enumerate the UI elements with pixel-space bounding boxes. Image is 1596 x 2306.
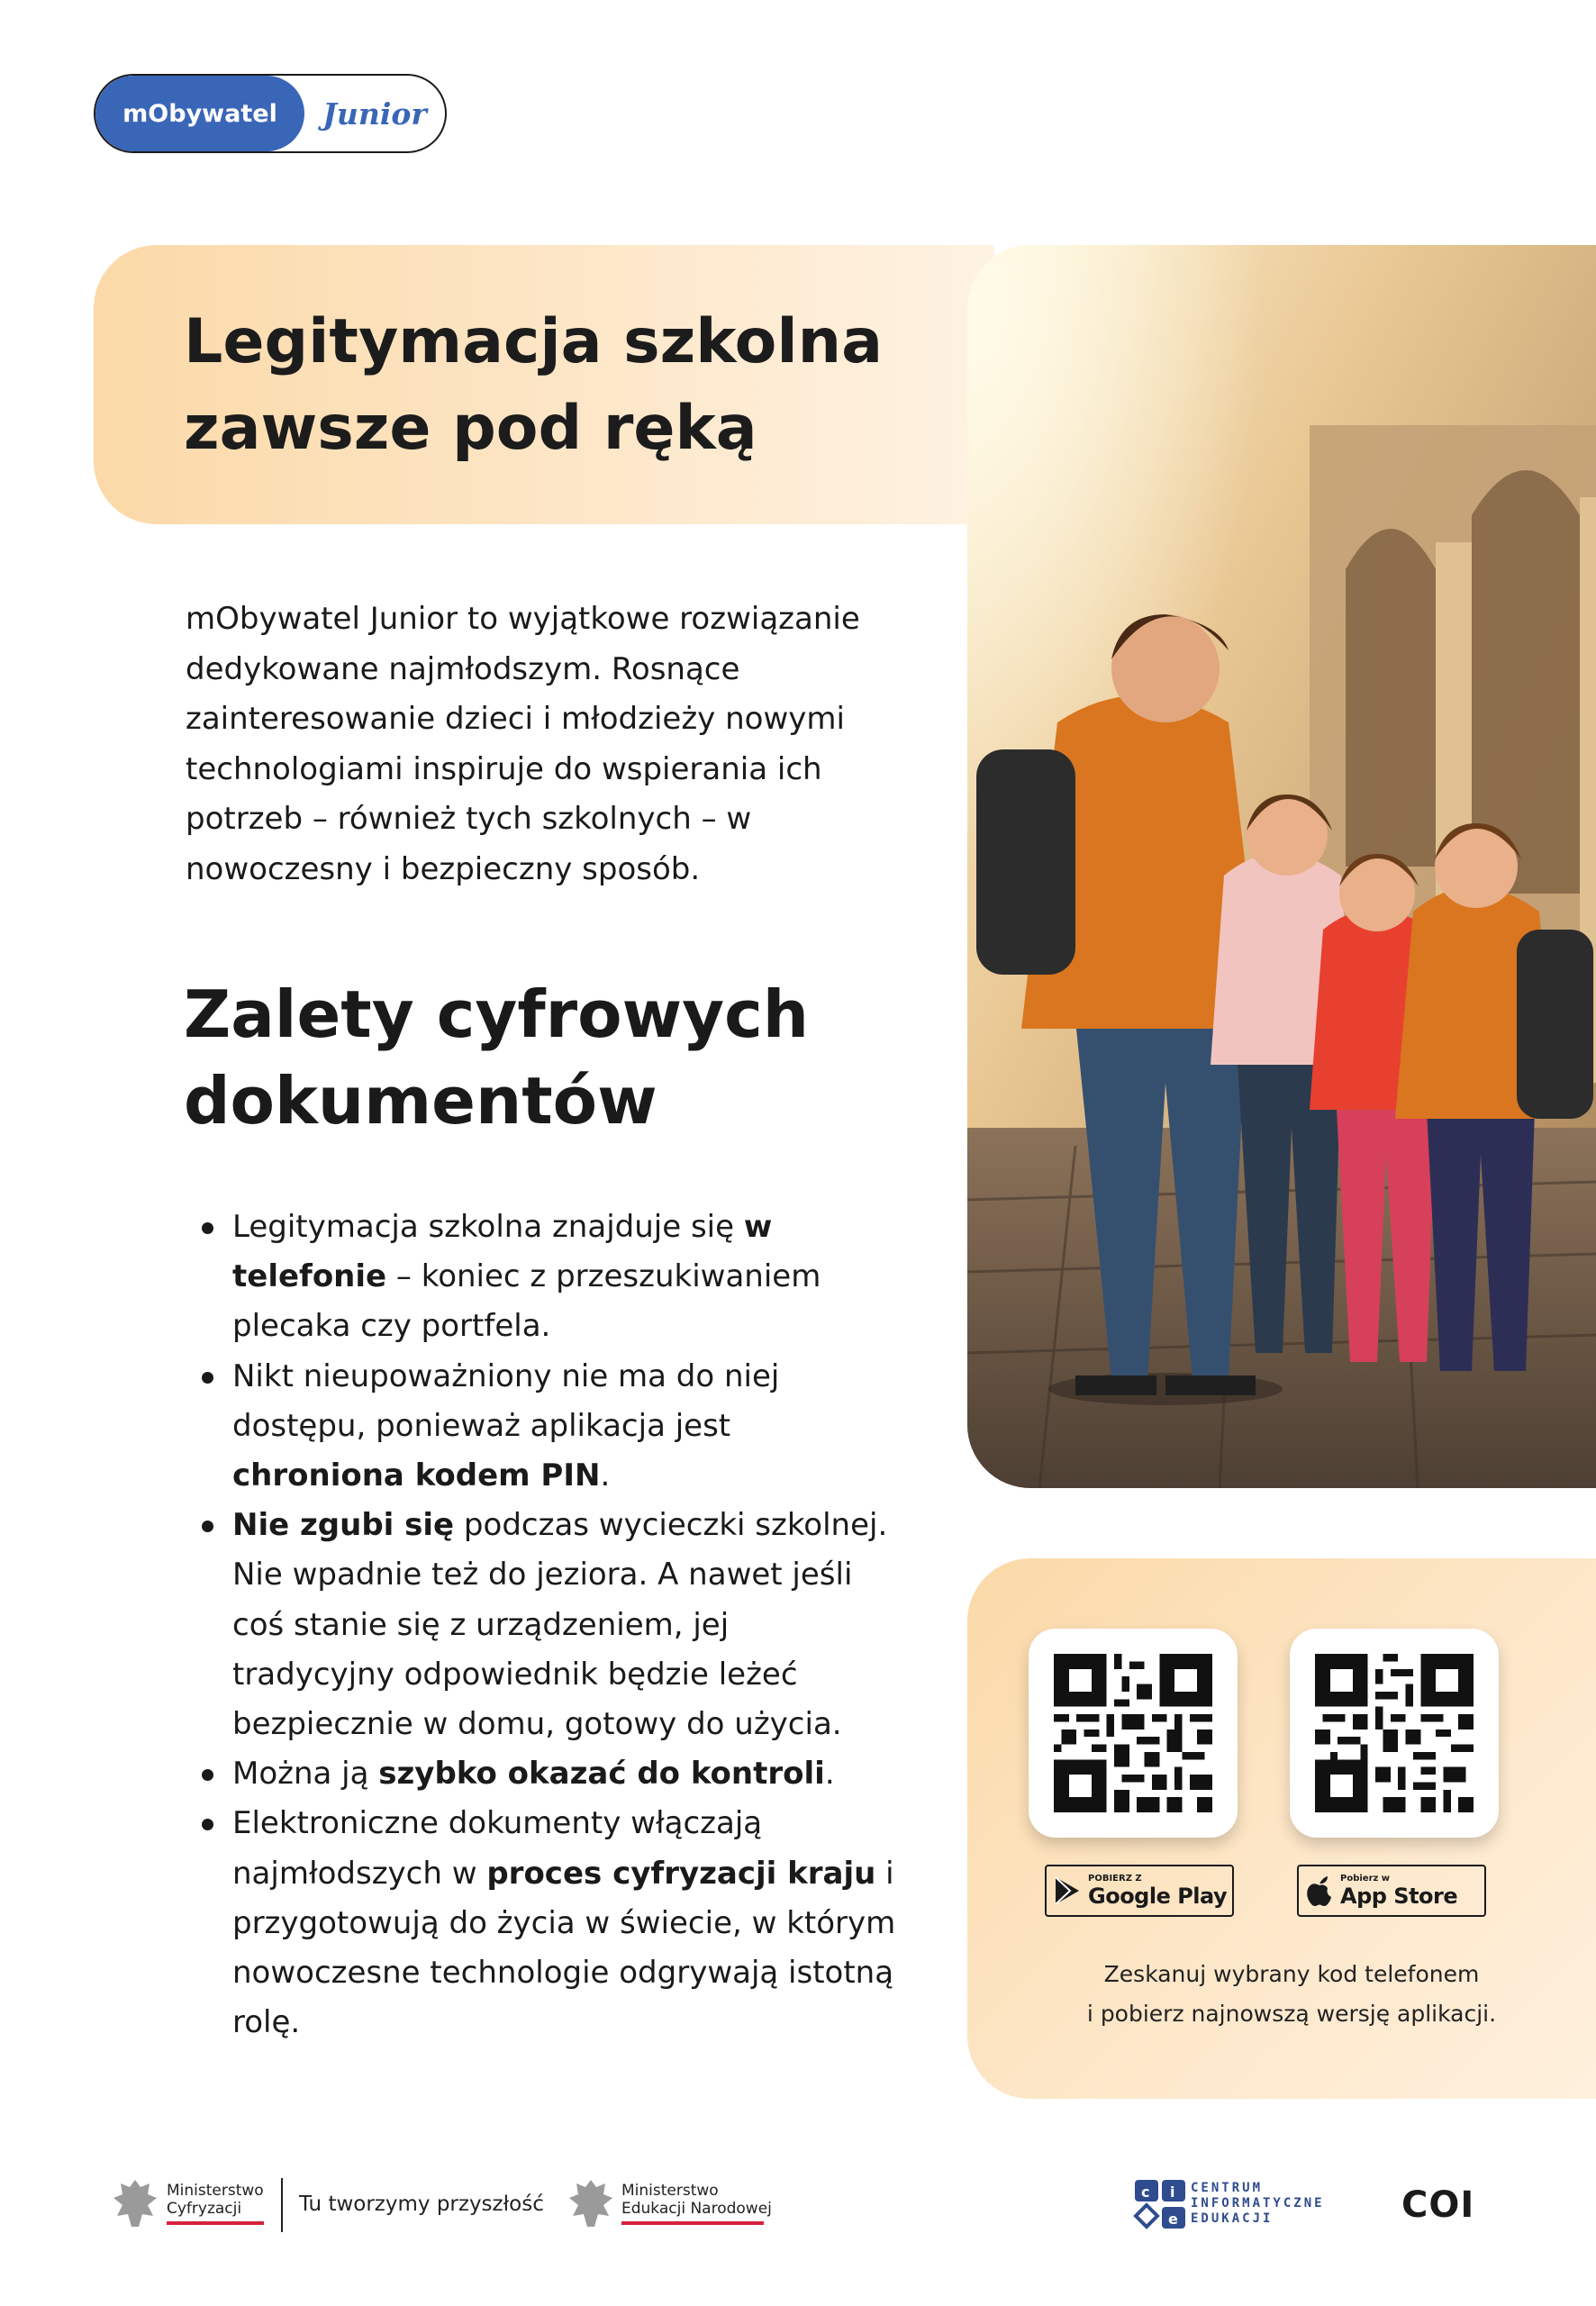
logo-junior: Junior [322, 95, 427, 132]
ministry-digital-affairs: Ministerstwo Cyfryzacji [167, 2182, 264, 2225]
ministry-education: Ministerstwo Edukacji Narodowej [621, 2182, 772, 2225]
section-title: Zalety cyfrowych dokumentów [184, 976, 810, 1139]
coi-logo: COI [1401, 2184, 1475, 2226]
logo-mobywatel: mObywatel [95, 76, 304, 151]
app-store-qr-code[interactable] [1290, 1629, 1499, 1838]
google-play-badge[interactable] [1045, 1865, 1234, 1917]
eagle-emblem-icon [110, 2176, 160, 2234]
apple-icon [1299, 1875, 1340, 1906]
app-store-badge[interactable] [1297, 1865, 1486, 1917]
mobywatel-junior-logo [94, 74, 447, 153]
school-children-photo [967, 245, 1596, 1488]
list-item: Można ją szybko okazać do kontroli. [186, 1749, 897, 1799]
google-play-icon [1047, 1876, 1088, 1905]
list-item: Nikt nieupoważniony nie ma do niej dostępu, ponieważ aplikacja jest chroniona kodem PIN. [186, 1352, 897, 1502]
list-item: Nie zgubi się podczas wycieczki szkolnej. Nie wpadnie też do jeziora. A nawet jeśli coś stanie się z urządzeniem, jej tradycyjny odpowiednik będzie leżeć bezpiecznie w domu, gotowy do użycia. [186, 1501, 897, 1749]
footer-tagline: Tu tworzymy przyszłość [299, 2193, 544, 2216]
title-band [94, 245, 994, 524]
download-panel [967, 1558, 1596, 2099]
benefits-list [186, 1203, 897, 2047]
list-item: Legitymacja szkolna znajduje się w telefonie – koniec z przeszukiwaniem plecaka czy portfela. [186, 1203, 897, 1352]
cie-logo-icon [1133, 2178, 1187, 2234]
app-store-small-label: Pobierz w [1340, 1874, 1391, 1884]
google-play-small-label: POBIERZ Z [1088, 1874, 1142, 1884]
page-title: Legitymacja szkolna zawsze pod ręką [184, 306, 883, 464]
cie-name: CENTRUM INFORMATYCZNE EDUKACJI [1191, 2181, 1325, 2226]
footer-divider [281, 2178, 283, 2232]
svg-text:c: c [1141, 2183, 1150, 2201]
svg-text:i: i [1170, 2183, 1175, 2201]
google-play-label: Google Play [1088, 1884, 1228, 1909]
google-play-qr-code[interactable] [1029, 1629, 1238, 1838]
app-store-label: App Store [1340, 1884, 1458, 1909]
eagle-emblem-icon [566, 2176, 616, 2234]
svg-text:e: e [1168, 2211, 1178, 2228]
list-item: Elektroniczne dokumenty włączają najmłodszych w proces cyfryzacji kraju i przygotowują do życia w świecie, w którym nowoczesne technologie odgrywają istotną rolę. [186, 1799, 897, 2047]
scan-instructions: Zeskanuj wybrany kod telefonem i pobierz najnowszą wersję aplikacji. [1086, 1961, 1497, 2027]
intro-paragraph: mObywatel Junior to wyjątkowe rozwiązanie dedykowane najmłodszym. Rosnące zainteresowanie dzieci i młodzieży nowymi technologiami inspiruje do wspierania ich potrzeb – również tych szkolnych – w nowoczesny i bezpieczny sposób. [186, 601, 860, 887]
